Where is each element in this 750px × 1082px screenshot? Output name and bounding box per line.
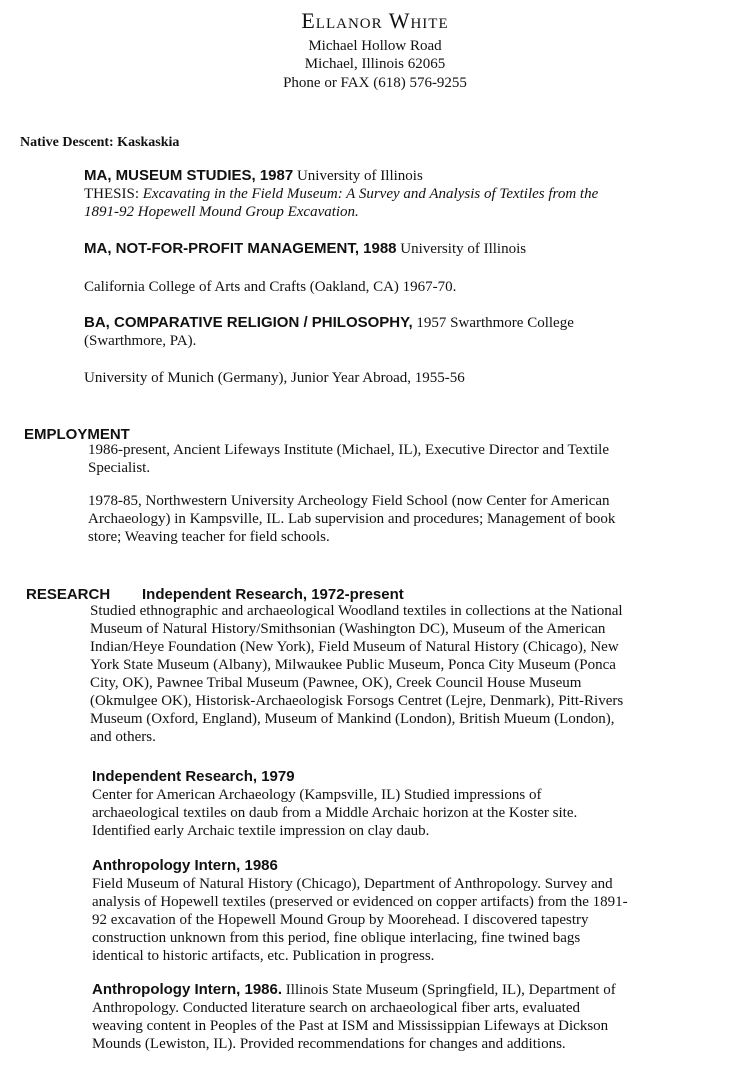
employment-heading: EMPLOYMENT <box>24 426 130 443</box>
job-line: Archaeology) in Kampsville, IL. Lab supervision and procedures; Management of book <box>88 511 616 527</box>
employment-job-1 <box>88 441 718 477</box>
employment-job-2 <box>88 492 718 546</box>
degree-school: University of Illinois <box>400 241 527 257</box>
research-line: 92 excavation of the Hopewell Mound Group by Moorehead. I discovered tapestry <box>92 912 589 928</box>
research-line: Identified early Archaic textile impression on clay daub. <box>92 823 430 839</box>
job-line: Specialist. <box>88 460 151 476</box>
job-line: 1986-present, Ancient Lifeways Institute (Michael, IL), Executive Director and Textile <box>88 442 609 458</box>
research-title: Anthropology Intern, 1986. <box>92 981 283 998</box>
research-1-title: Independent Research, 1972-present <box>142 586 404 603</box>
research-heading: RESEARCH <box>26 586 111 603</box>
degree-title: MA, MUSEUM STUDIES, 1987 <box>84 167 294 184</box>
thesis-title-cont: 1891-92 Hopewell Mound Group Excavation. <box>84 204 359 220</box>
education-ma-museum <box>84 167 724 221</box>
address-line-1: Michael Hollow Road <box>308 38 442 54</box>
research-line: Anthropology. Conducted literature search on archaeological fiber arts, evaluated <box>92 1000 580 1016</box>
research-line: Indian/Heye Foundation (New York), Field Museum of Natural History (Chicago), New <box>90 639 619 655</box>
native-descent: Native Descent: Kaskaskia <box>20 135 180 150</box>
research-1-body <box>90 602 720 746</box>
research-line: Studied ethnographic and archaeological Woodland textiles in collections at the National <box>90 603 623 619</box>
research-2 <box>92 768 722 840</box>
degree-school: University of Illinois <box>296 168 423 184</box>
education-ccac: California College of Arts and Crafts (Oakland, CA) 1967-70. <box>84 279 457 295</box>
research-title: Anthropology Intern, 1986 <box>92 857 278 874</box>
job-line: store; Weaving teacher for field schools. <box>88 529 330 545</box>
research-line: weaving content in Peoples of the Past at ISM and Mississippian Lifeways at Dickson <box>92 1018 609 1034</box>
resume-name: Ellanor White <box>301 8 449 33</box>
education-ba <box>84 314 724 350</box>
research-line: York State Museum (Albany), Milwaukee Public Museum, Ponca City Museum (Ponca <box>90 657 616 673</box>
phone-line: Phone or FAX (618) 576-9255 <box>283 75 467 91</box>
research-3 <box>92 857 722 965</box>
research-line: archaeological textiles on daub from a Middle Archaic horizon at the Koster site. <box>92 805 578 821</box>
research-4 <box>92 981 722 1053</box>
research-line: analysis of Hopewell textiles (preserved or evidenced on copper artifacts) from the 1891- <box>92 894 628 910</box>
degree-school-cont: (Swarthmore, PA). <box>84 333 197 349</box>
thesis-title: Excavating in the Field Museum: A Survey and Analysis of Textiles from the <box>142 186 599 202</box>
job-line: 1978-85, Northwestern University Archeology Field School (now Center for American <box>88 493 610 509</box>
research-line: Mounds (Lewiston, IL). Provided recommendations for changes and additions. <box>92 1036 566 1052</box>
research-line: Center for American Archaeology (Kampsville, IL) Studied impressions of <box>92 787 542 803</box>
thesis-label: THESIS: <box>84 186 140 202</box>
research-line: Museum of Natural History/Smithsonian (Washington DC), Museum of the American <box>90 621 606 637</box>
research-line: City, OK), Pawnee Tribal Museum (Pawnee, OK), Creek Council House Museum <box>90 675 582 691</box>
education-ma-nfp <box>84 240 724 258</box>
research-line: construction unknown from this period, fine oblique interlacing, fine twined bags <box>92 930 581 946</box>
research-line: and others. <box>90 729 156 745</box>
research-line: (Okmulgee OK), Historisk-Archaeologisk Forsogs Centret (Lejre, Denmark), Pitt-Rivers <box>90 693 624 709</box>
research-line: identical to historic artifacts, etc. Publication in progress. <box>92 948 435 964</box>
research-line: Museum (Oxford, England), Museum of Mankind (London), British Mueum (London), <box>90 711 615 727</box>
education-munich: University of Munich (Germany), Junior Year Abroad, 1955-56 <box>84 370 465 386</box>
research-title: Independent Research, 1979 <box>92 768 295 785</box>
degree-school: 1957 Swarthmore College <box>416 315 574 331</box>
research-line: Illinois State Museum (Springfield, IL), Department of <box>285 982 616 998</box>
address-line-2: Michael, Illinois 62065 <box>304 56 446 72</box>
research-line: Field Museum of Natural History (Chicago), Department of Anthropology. Survey and <box>92 876 613 892</box>
degree-title: BA, COMPARATIVE RELIGION / PHILOSOPHY, <box>84 314 413 331</box>
degree-title: MA, NOT-FOR-PROFIT MANAGEMENT, 1988 <box>84 240 397 257</box>
